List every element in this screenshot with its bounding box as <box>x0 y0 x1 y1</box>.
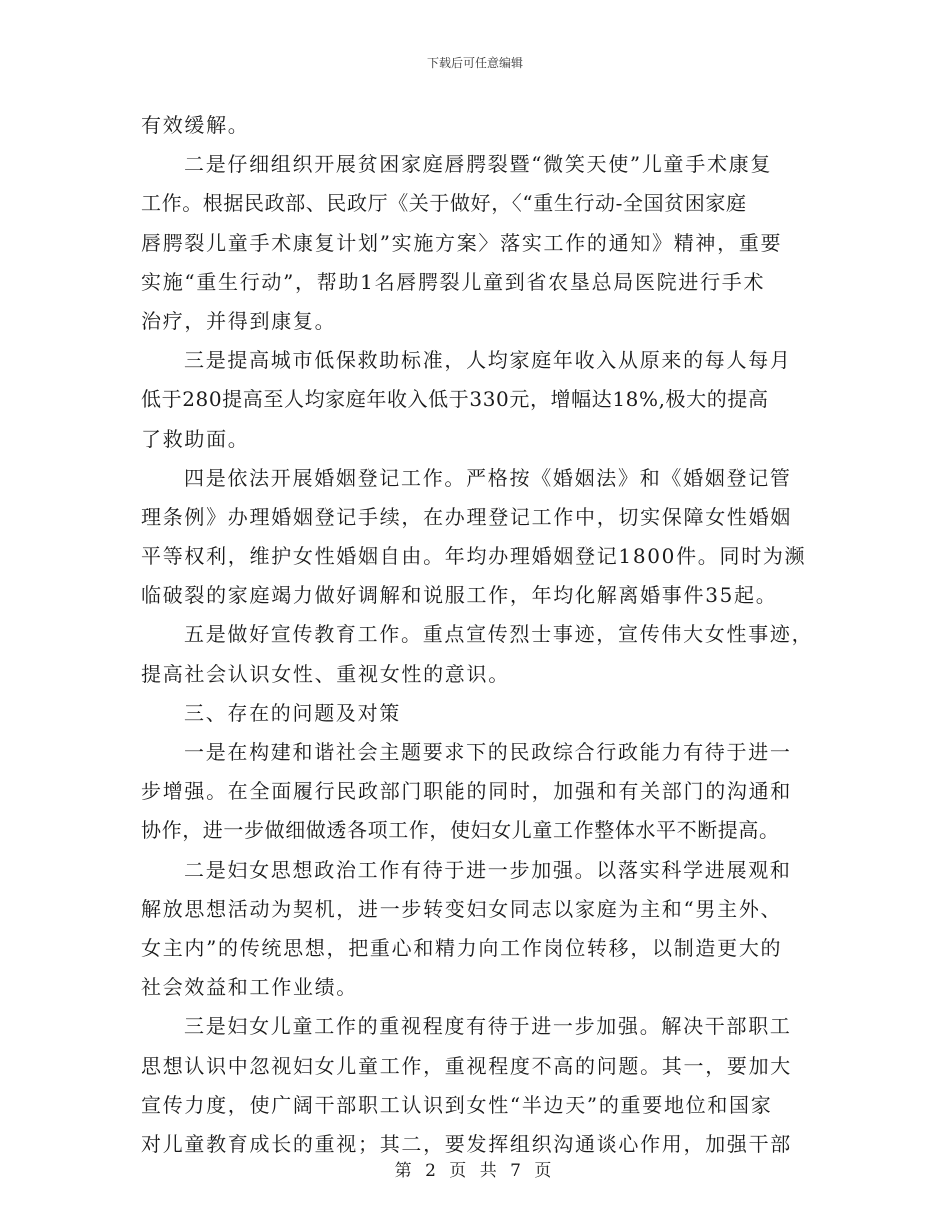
text-line: 步增强。在全面履行民政部门职能的同时，加强和有关部门的沟通和 <box>141 779 792 804</box>
text-line: 二是仔细组织开展贫困家庭唇腭裂暨“微笑天使”儿童手术康复 <box>184 152 773 177</box>
text-line: 治疗，并得到康复。 <box>141 308 337 333</box>
text-line: 宣传力度，使广阔干部职工认识到女性“半边天”的重要地位和国家 <box>141 1092 773 1117</box>
text-line: 平等权利，维护女性婚姻自由。年均办理婚姻登记1800件。同时为濒 <box>141 544 807 569</box>
text-line: 一是在构建和谐社会主题要求下的民政综合行政能力有待于进一 <box>184 740 792 764</box>
text-line: 五是做好宣传教育工作。重点宣传烈士事迹，宣传伟大女性事迹， <box>184 622 814 647</box>
text-line: 理条例》办理婚姻登记手续，在办理登记工作中，切实保障女性婚姻 <box>141 504 792 529</box>
text-line: 解放思想活动为契机，进一步转变妇女同志以家庭为主和“男主外、 <box>141 896 783 921</box>
text-line: 了救助面。 <box>141 426 250 451</box>
text-line: 三是妇女儿童工作的重视程度有待于进一步加强。解决干部职工 <box>184 1014 792 1039</box>
text-line: 唇腭裂儿童手术康复计划”实施方案〉落实工作的通知》精神，重要 <box>141 230 783 255</box>
page-header-note: 下载后可任意编辑 <box>426 56 523 70</box>
text-line: 临破裂的家庭竭力做好调解和说服工作，年均化解离婚事件35起。 <box>141 583 778 608</box>
text-line: 二是妇女思想政治工作有待于进一步加强。以落实科学进展观和 <box>184 857 792 882</box>
text-line: 三是提高城市低保救助标准，人均家庭年收入从原来的每人每月 <box>184 348 792 373</box>
section-heading: 三、存在的问题及对策 <box>184 700 401 725</box>
text-line: 思想认识中忽视妇女儿童工作，重视程度不高的问题。其一，要加大 <box>141 1053 792 1078</box>
text-line: 实施“重生行动”，帮助1名唇腭裂儿童到省农垦总局医院进行手术 <box>141 269 766 294</box>
text-line: 对儿童教育成长的重视；其二，要发挥组织沟通谈心作用，加强干部 <box>141 1131 792 1156</box>
page-number: 第 2 页 共 7 页 <box>394 1161 556 1181</box>
text-line: 有效缓解。 <box>141 113 250 137</box>
text-line: 协作，进一步做细做透各项工作，使妇女儿童工作整体水平不断提高。 <box>141 818 780 843</box>
document-body <box>141 106 814 1164</box>
text-line: 女主内”的传统思想，把重心和精力向工作岗位转移，以制造更大的 <box>141 935 783 960</box>
text-line: 社会效益和工作业绩。 <box>141 975 358 1000</box>
text-line: 提高社会认识女性、重视女性的意识。 <box>141 661 510 686</box>
text-line: 四是依法开展婚姻登记工作。严格按《婚姻法》和《婚姻登记管 <box>184 465 792 490</box>
text-line: 工作。根据民政部、民政厅《关于做好，〈“重生行动-全国贫困家庭 <box>141 191 747 216</box>
text-line: 低于280提高至人均家庭年收入低于330元，增幅达18%,极大的提高 <box>141 387 769 412</box>
